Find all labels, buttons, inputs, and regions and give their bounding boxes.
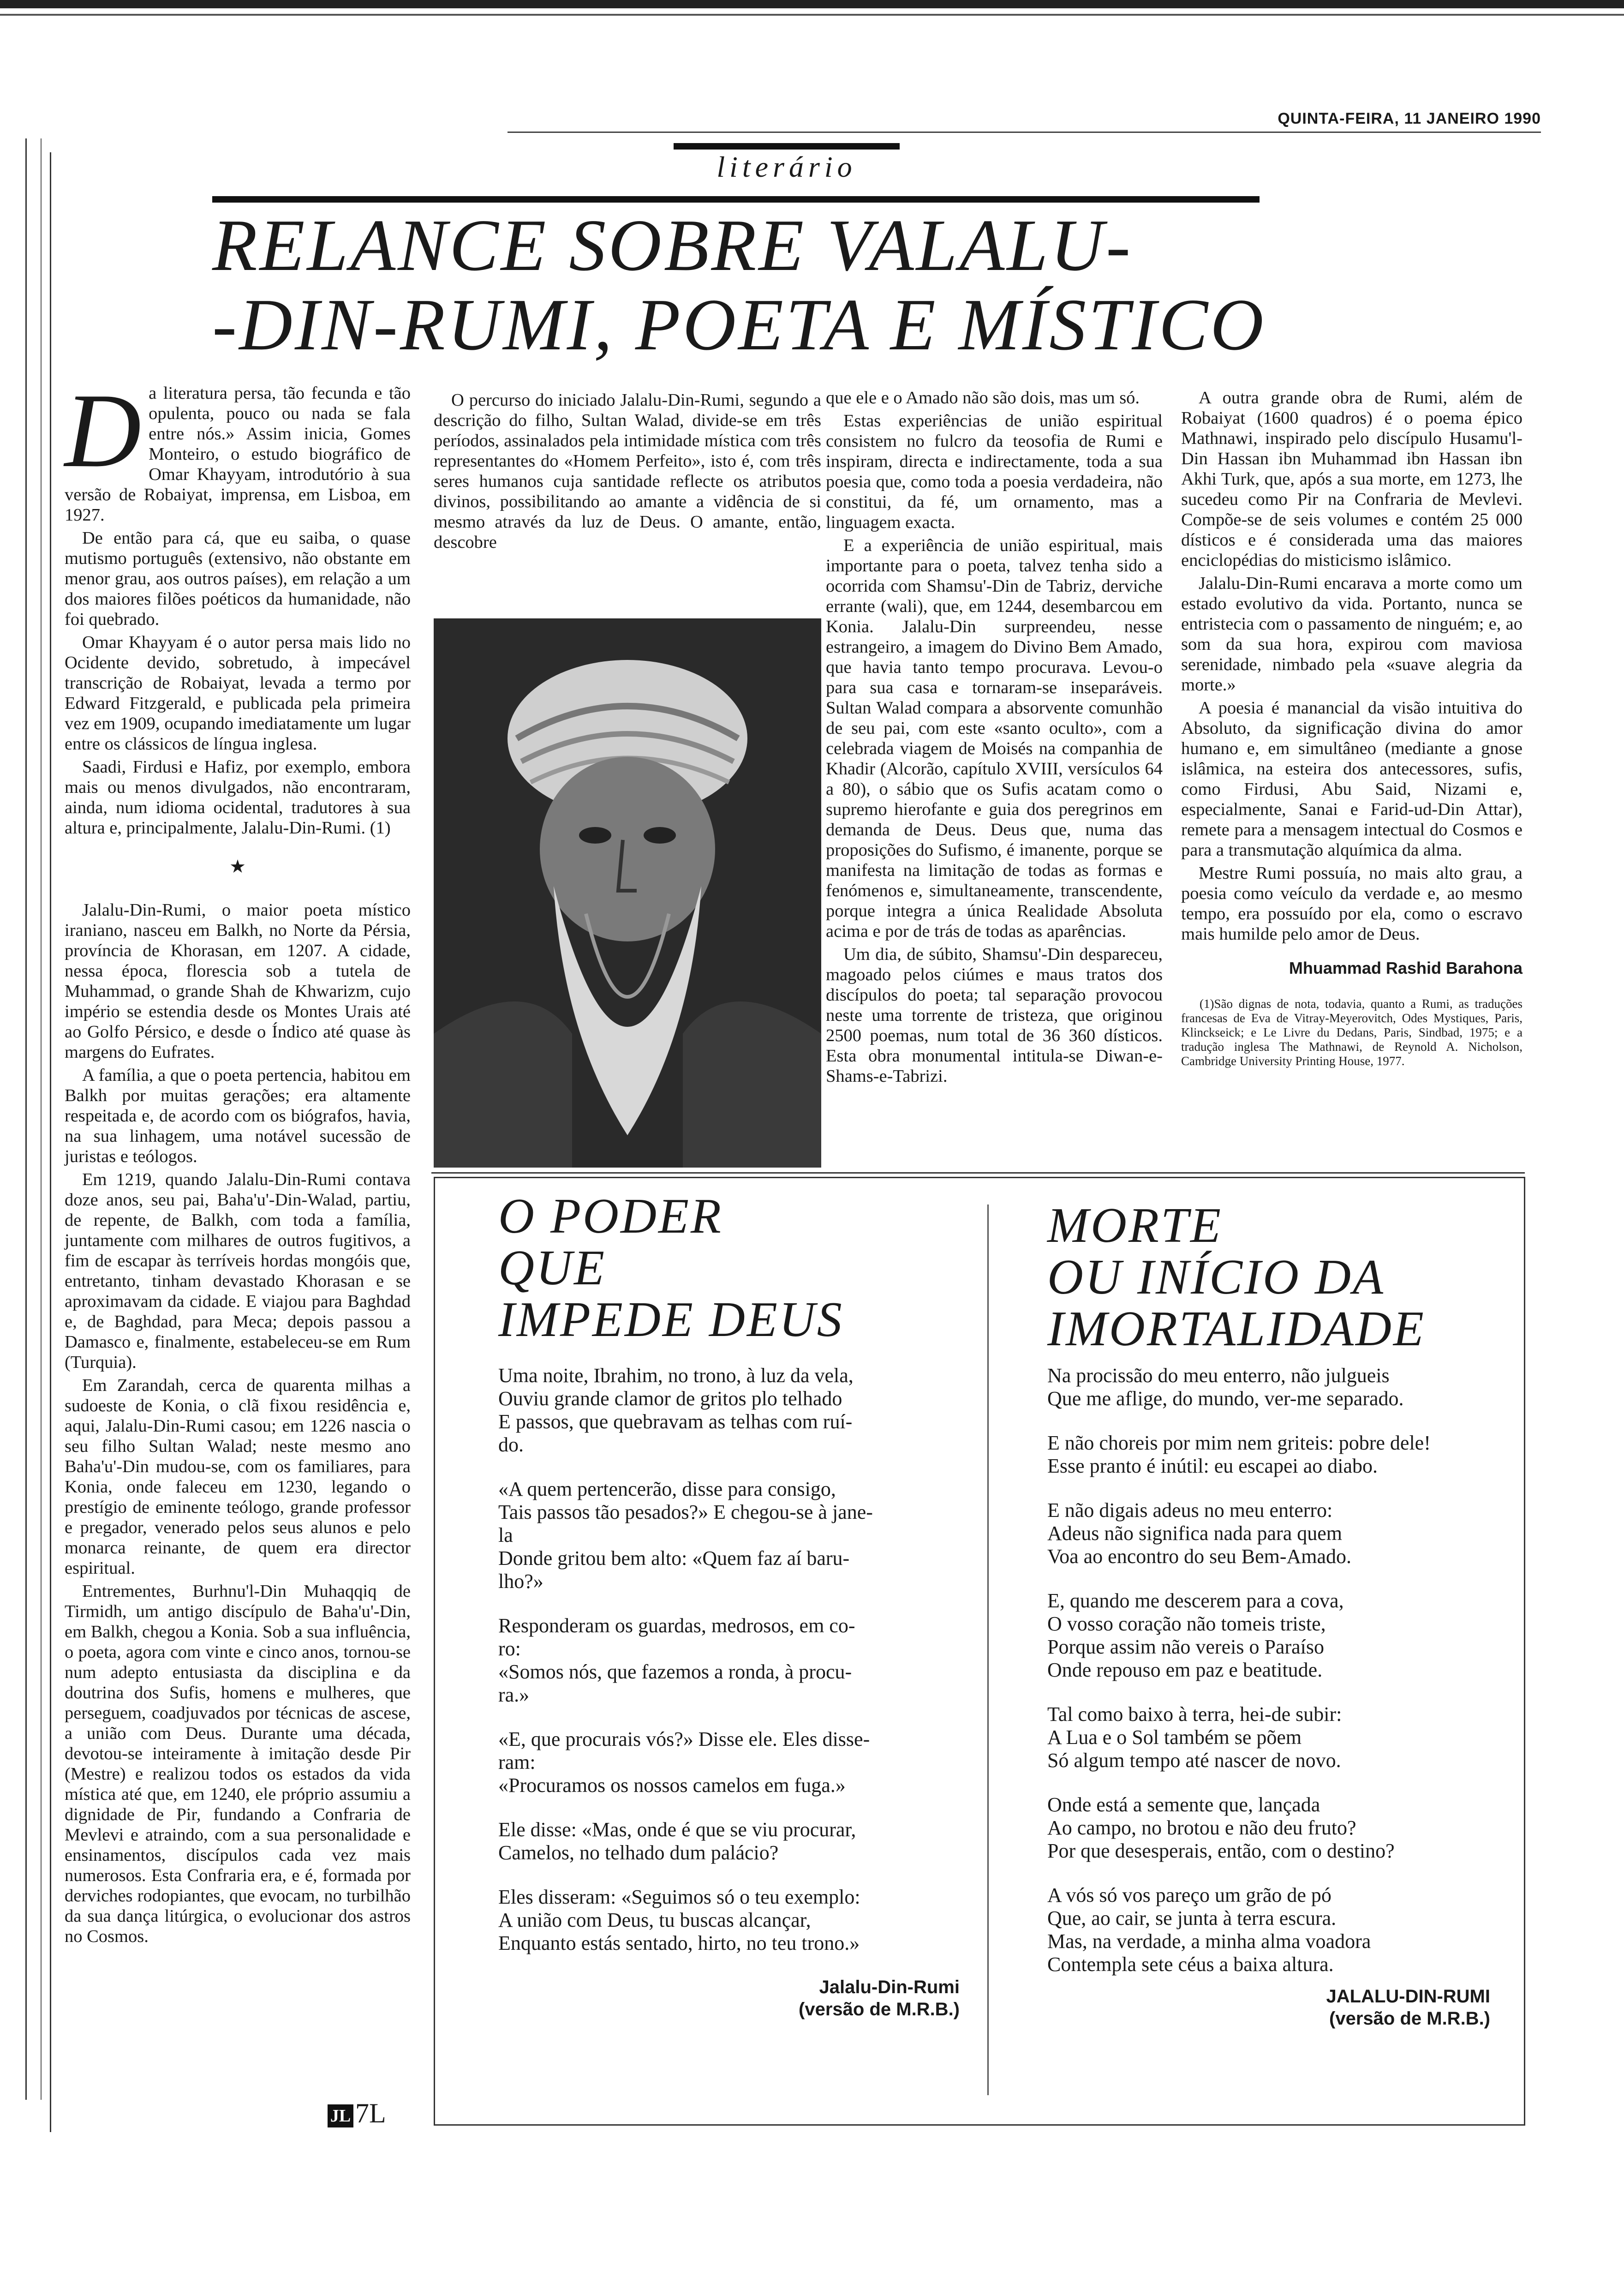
article-author: Mhuammad Rashid Barahona — [1289, 959, 1522, 977]
section-label: literário — [716, 150, 857, 183]
poem-stanza: A vós só vos pareço um grão de pó Que, ao cair, se junta à terra escura. Mas, na verdade, a minha alma voadora Contempla sete céus a baixa altura. — [1047, 1884, 1371, 1976]
article-paragraph: que ele e o Amado não são dois, mas um só. — [826, 388, 1140, 407]
article-paragraph: Em Zarandah, cerca de quarenta milhas a sudoeste de Konia, o clã fixou residência e, aqui, Jalalu-Din-Rumi casou; em 1226 nascia o seu filho Sultan Walad; neste mesmo ano Baha'u'-Din mudou-se, com os familiares, para Konia, onde faleceu em 1230, legando o prestígio de eminente teólogo, grande professor e pregador, venerado pelos seus alunos e pelo monarca reinante, de quem era director espiritual. — [65, 1376, 411, 1578]
rumi-portrait — [434, 618, 821, 1168]
poem-stanza: Na procissão do meu enterro, não julgueis Que me aflige, do mundo, ver-me separado. — [1047, 1364, 1404, 1410]
poem-box-divider — [987, 1204, 989, 2095]
dateline-rule — [508, 132, 1541, 133]
article-column-1 — [65, 372, 411, 1949]
poem-box-top-rule — [431, 1172, 1525, 1174]
article-paragraph: O percurso do iniciado Jalalu-Din-Rumi, segundo a descrição do filho, Sultan Walad, divide-se em três períodos, assinalados pela intimidade mística com três representantes do «Homem Perfeito», isto é, com três seres humanos cuja santidade reflecte os atributos divinos, possibilitando ao amante a vidência de si mesmo através da luz de Deus. O amante, então, descobre — [434, 390, 821, 552]
poem-1-signature: Jalalu-Din-Rumi (versão de M.R.B.) — [799, 1977, 960, 2019]
top-rule-thin — [0, 14, 1624, 16]
top-rule — [0, 0, 1624, 8]
article-paragraph: De então para cá, que eu saiba, o quase mutismo português (extensivo, não obstante em menor grau, aos outros países), em relação a um dos maiores filões poéticos da humanidade, não foi quebrado. — [65, 528, 411, 629]
poem-2-title: MORTE OU INÍCIO DA IMORTALIDADE — [1047, 1198, 1426, 1356]
article-column-3 — [826, 388, 1163, 1089]
article-column-4 — [1181, 388, 1522, 1068]
article-paragraph: Saadi, Firdusi e Hafiz, por exemplo, embora mais ou menos divulgados, não encontraram, ainda, num idioma ocidental, tradutores à sua altura e, principalmente, Jalalu-Din-Rumi. (1) — [65, 757, 411, 838]
poem-stanza: E não choreis por mim nem griteis: pobre dele! Esse pranto é inútil: eu escapei ao diabo. — [1047, 1432, 1431, 1477]
article-paragraph: A outra grande obra de Rumi, além de Robaiyat (1600 quadros) é o poema épico Mathnawi, inspirado pelo discípulo Husamu'l-Din Hassan ibn Muhammad ibn Hassan ibn Akhi Turk, que, após a sua morte, em 1273, lhe sucedeu como Pir na Confraria de Mevlevi. Compõe-se de seis volumes e contém 25 000 dísticos e é considerada uma das maiores enciclopédias do misticismo islâmico. — [1181, 388, 1522, 570]
headline-line-2: -DIN-RUMI, POETA E MÍSTICO — [212, 283, 1266, 366]
article-paragraph: Em 1219, quando Jalalu-Din-Rumi contava doze anos, seu pai, Baha'u'-Din-Walad, partiu, de repente, de Balkh, com toda a família, juntamente com milhares de outros fugitivos, a fim de escapar às terríveis hordas mongóis que, entretanto, tinham devastado Khorasan e se aproximavam da cidade. E viajou para Baghdad e, de Baghdad, para Meca; depois passou a Damasco e, finalmente, estabeleceu-se em Rum (Turquia). — [65, 1170, 411, 1372]
poem-1 — [498, 1191, 960, 2020]
poem-stanza: Ele disse: «Mas, onde é que se viu procurar, Camelos, no telhado dum palácio? — [498, 1818, 856, 1864]
article-paragraph: E a experiência de união espiritual, mais importante para o poeta, talvez tenha sido a ocorrida com Shamsu'-Din de Tabriz, derviche errante (wali), que, em 1244, desembarcou em Konia. Jalalu-Din surpreendeu, nesse estrangeiro, a imagem do Divino Bem Amado, que havia tanto tempo procurava. Levou-o para sua casa e tornaram-se inseparáveis. Sultan Walad compara a absorvente comunhão de seu pai, com este «santo oculto», com a celebrada viagem de Moisés na companhia de Khadir (Alcorão, capítulo XVIII, versículos 64 a 80), o sábio que os Sufis acatam como o supremo hierofante e guia dos peregrinos em demanda de Deus. Deus que, numa das proposições do Sufismo, é imanente, porque se manifesta na limitação de todas as formas e fenómenos e, simultaneamente, transcendente, porque integra a única Realidade Absoluta acima e por de trás de todas as aparências. — [826, 536, 1163, 941]
article-paragraph: Omar Khayyam é o autor persa mais lido no Ocidente devido, sobretudo, à impecável transcrição de Robaiyat, levada a termo por Edward Fitzgerald, e publicada pela primeira vez em 1909, ocupando imediatamente um lugar entre os clássicos de língua inglesa. — [65, 633, 411, 754]
poem-stanza: Eles disseram: «Seguimos só o teu exemplo: A união com Deus, tu buscas alcançar, Enquanto estás sentado, hirto, no teu trono.» — [498, 1886, 860, 1954]
headline — [212, 205, 1412, 364]
headline-line-1: RELANCE SOBRE VALALU- — [212, 204, 1133, 286]
poem-stanza: Responderam os guardas, medrosos, em co- ro: «Somos nós, que fazemos a ronda, à procu- ra.» — [498, 1614, 855, 1706]
poem-stanza: «E, que procurais vós?» Disse ele. Eles disse- ram: «Procuramos os nossos camelos em fuga.» — [498, 1728, 870, 1797]
portrait-illustration — [434, 618, 821, 1168]
adjacent-page-edge — [0, 138, 27, 2100]
poem-stanza: Tal como baixo à terra, hei-de subir: A Lua e o Sol também se põem Só algum tempo até nascer de novo. — [1047, 1703, 1342, 1772]
article-paragraph: A poesia é manancial da visão intuitiva do Absoluto, da significação divina do amor humano e, em simultâneo (mediante a gnose islâmica, na esteira dos antecessores, sufis, como Firdusi, Abu Said, Nizami e, especialmente, Sanai e Farid-ud-Din Attar), remete para a mensagem intectual do Cosmos e para a transmutação alquímica da alma. — [1181, 698, 1522, 860]
article-paragraph: Mestre Rumi possuía, no mais alto grau, a poesia como veículo da verdade e, ao mesmo tempo, era possuído por ela, como o escravo mais humilde pelo amor de Deus. — [1181, 863, 1522, 944]
article-paragraph: Jalalu-Din-Rumi, o maior poeta místico iraniano, nasceu em Balkh, no Norte da Pérsia, província de Khorasan, em 1207. A cidade, nessa época, florescia sob a tutela de Muhammad, o grande Shah de Khwarizm, cujo império se estendia desde os Montes Urais até ao Golfo Pérsico, e desde o Índico até quase às margens do Eufrates. — [65, 900, 411, 1062]
adjacent-page-edge-inner — [27, 138, 42, 2100]
page-number: 7L — [355, 2098, 386, 2128]
article-column-2 — [434, 390, 821, 555]
section-bar — [674, 143, 900, 150]
poem-2-body — [1047, 1364, 1509, 1976]
poem-2-signature: JALALU-DIN-RUMI (versão de M.R.B.) — [1326, 1986, 1490, 2029]
page-footer — [328, 2097, 386, 2129]
article-footnote: (1)São dignas de nota, todavia, quanto a Rumi, as traduções francesas de Eva de Vitray-Meyerovitch, Odes Mystiques, Paris, Klinckseick; e Le Livre du Dedans, Paris, Sindbad, 1975; e a tradução inglesa The Mathnawi, de Reynold A. Nicholson, Cambridge University Printing House, 1977. — [1181, 997, 1522, 1068]
drop-cap: D — [65, 372, 142, 489]
poem-stanza: E não digais adeus no meu enterro: Adeus não significa nada para quem Voa ao encontro do seu Bem-Amado. — [1047, 1499, 1352, 1568]
article-paragraph: Um dia, de súbito, Shamsu'-Din despareceu, magoado pelos ciúmes e maus tratos dos discípulos do poeta; tal separação provocou neste uma torrente de tristeza, que originou 2500 poemas, num total de 36 360 dísticos. Esta obra monumental intitula-se Diwan-e-Shams-e-Tabrizi. — [826, 945, 1163, 1086]
poem-1-title: O PODER QUE IMPEDE DEUS — [498, 1189, 844, 1347]
headline-rule — [212, 196, 1260, 203]
article-paragraph: Entrementes, Burhnu'l-Din Muhaqqiq de Tirmidh, um antigo discípulo de Baha'u'-Din, em Balkh, chegou a Konia. Sob a sua influência, o poeta, agora com vinte e cinco anos, tornou-se num adepto entusiasta da disciplina e da doutrina dos Sufis, homens e mulheres, que perseguem, coadjuvados por técnicas de ascese, a união com Deus. Durante uma década, devotou-se inteiramente à imitação desde Pir (Mestre) e realizou todos os estados da vida mística até que, em 1240, ele próprio assumiu a dignidade de Pir, fundando a Confraria de Mevlevi e atraindo, com a sua personalidade e ensinamentos, discípulos cada vez mais numerosos. Esta Confraria era, e é, formada por derviches rodopiantes, que evocam, no turbilhão da sua dança litúrgica, o evolucionar dos astros no Cosmos. — [65, 1582, 411, 1946]
article-paragraph: Jalalu-Din-Rumi encarava a morte como um estado evolutivo da vida. Portanto, nunca se entristecia com o passamento de ninguém; e, ao som da sua hora, expirou com maviosa serenidade, nimbado pela «suave alegria da morte.» — [1181, 574, 1522, 695]
publication-logo: JL — [328, 2104, 353, 2127]
poem-1-body — [498, 1364, 960, 1955]
poem-stanza: Onde está a semente que, lançada Ao campo, no brotou e não deu fruto? Por que desesperais, então, com o destino? — [1047, 1793, 1395, 1862]
section-break-star: ★ — [229, 856, 246, 877]
article-paragraph: Estas experiências de união espiritual consistem no fulcro da teosofia de Rumi e inspiram, directa e indirectamente, toda a sua poesia que, como toda a poesia verdadeira, não constitui, da fé, um ornamento, mas a linguagem exacta. — [826, 411, 1163, 532]
poem-stanza: Uma noite, Ibrahim, no trono, à luz da vela, Ouviu grande clamor de gritos plo telhado E passos, que quebravam as telhas com ruí- do. — [498, 1364, 854, 1456]
poem-stanza: E, quando me descerem para a cova, O vosso coração não tomeis triste, Porque assim não vereis o Paraíso Onde repouso em paz e beatitude. — [1047, 1589, 1344, 1681]
article-paragraph: Da literatura persa, tão fecunda e tão opulenta, pouco ou nada se fala entre nós.» Assim inicia, Gomes Monteiro, o estudo biográfico de Omar Khayyam, introdutório à sua versão de Robaiyat, imprensa, em Lisboa, em 1927. — [65, 372, 411, 525]
dateline: QUINTA-FEIRA, 11 JANEIRO 1990 — [1278, 110, 1541, 127]
article-paragraph: A família, a que o poeta pertencia, habitou em Balkh por muitas gerações; era altamente respeitada e, de acordo com os biógrafos, havia, na sua linhagem, uma notável sucessão de juristas e teólogos. — [65, 1066, 411, 1166]
poem-2 — [1047, 1200, 1509, 2030]
poem-stanza: «A quem pertencerão, disse para consigo, Tais passos tão pesados?» E chegou-se à jane- la Donde gritou bem alto: «Quem faz aí baru- lho?» — [498, 1478, 873, 1593]
